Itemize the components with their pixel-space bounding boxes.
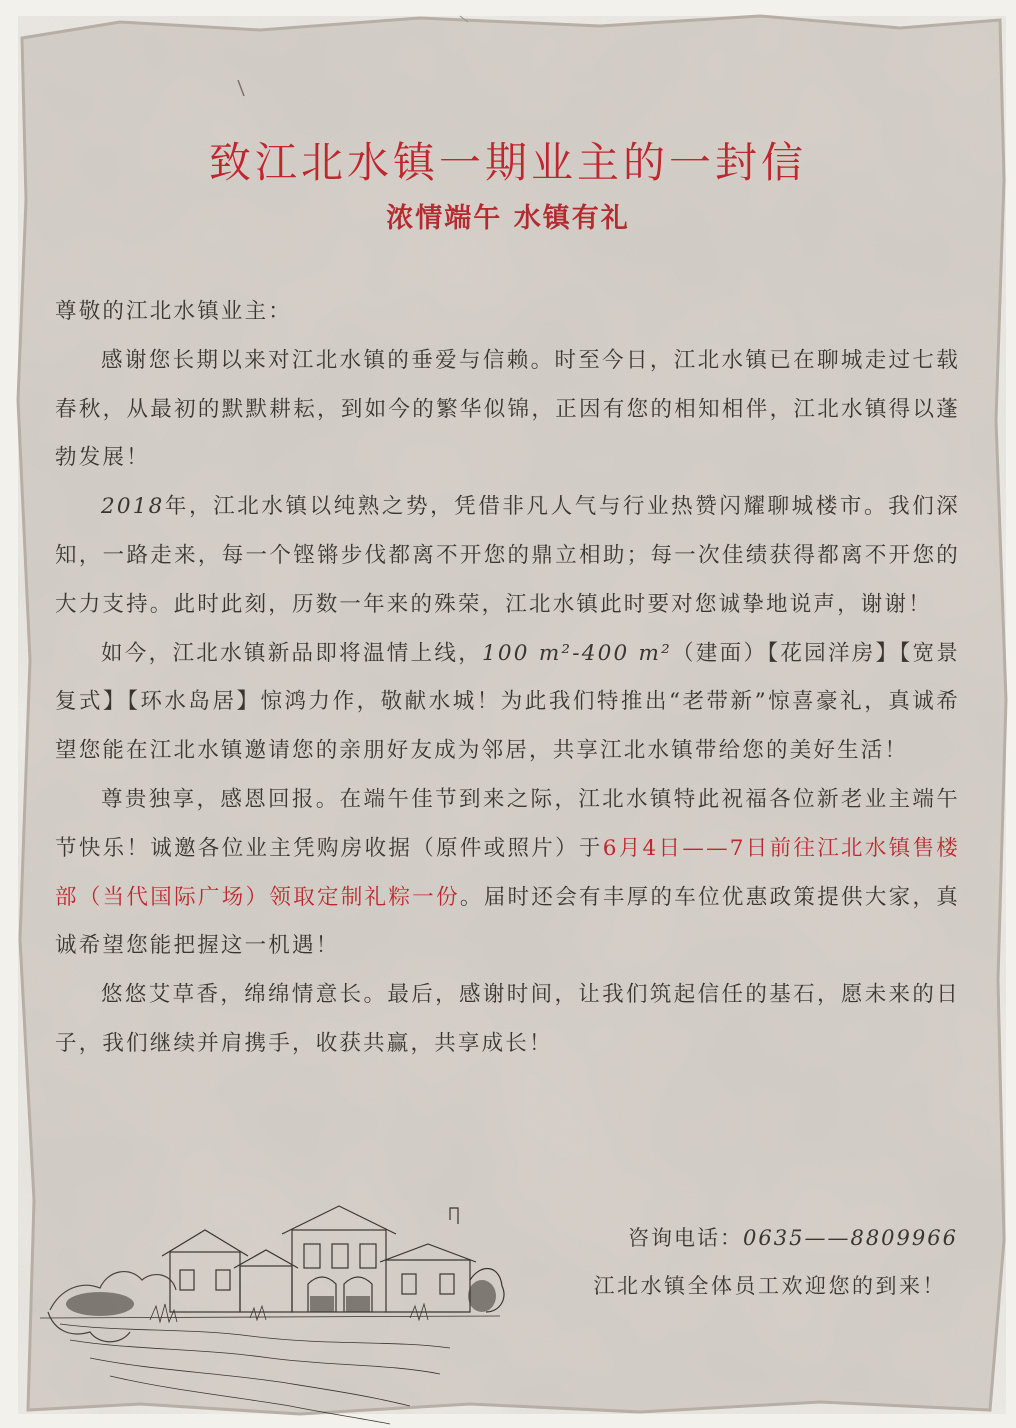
gift-highlight: 6月4日——7日前往江北水镇售楼部（当代国际广场）领取定制礼粽一份 [55,835,960,910]
paragraph-3-text: （建面）【花园洋房】【宽景复式】【环水岛居】惊鸿力作，敬献水城！为此我们特推出“老带新”惊喜豪礼，真诚希望您能在江北水镇邀请您的亲朋好友成为邻居，共享江北水镇带给您的美好生活！ [55,640,961,764]
letter-title: 致江北水镇一期业主的一封信 [208,138,807,187]
area-range: 100 m²-400 m² [482,640,672,666]
paragraph-4-lead: 尊贵独享，感恩回报。在端午佳节到来之际，江北水镇特此祝福各位新老业主端午节快乐！诚邀各位业主凭购房收据（原件或照片）于 [55,786,960,861]
paragraph-3 [55,630,960,776]
contact-label: 咨询电话： [628,1226,744,1250]
paragraph-1: 感谢您长期以来对江北水镇的垂爱与信赖。时至今日，江北水镇已在聊城走过七载春秋，从最初的默默耕耘，到如今的繁华似锦，正因有您的相知相伴，江北水镇得以蓬勃发展！ [55,347,960,471]
paragraph-2-text: 年，江北水镇以纯熟之势，凭借非凡人气与行业热赞闪耀聊城楼市。我们深知，一路走来，每一个铿锵步伐都离不开您的鼎立相助；每一次佳绩获得都离不开您的大力支持。此时此刻，历数一年来的殊荣，江北水镇此时要对您诚挚地说声，谢谢！ [55,494,960,617]
letter-body [55,288,960,1069]
contact-line [628,1222,958,1252]
letter-subtitle: 浓情端午 水镇有礼 [386,203,630,234]
year: 2018 [101,494,165,520]
paragraph-2 [55,483,960,629]
contact-phone: 0635——8809966 [743,1226,958,1250]
salutation: 尊敬的江北水镇业主： [55,299,293,324]
paragraph-5: 悠悠艾草香，绵绵情意长。最后，感谢时间，让我们筑起信任的基石，愿未来的日子，我们继续并肩携手，收获共赢，共享成长！ [55,982,960,1056]
villa-sketch-illustration [30,1200,510,1428]
closing-line: 江北水镇全体员工欢迎您的到来！ [593,1274,946,1298]
paragraph-3-lead: 如今，江北水镇新品即将温情上线， [101,640,483,666]
paragraph-4-text: 。届时还会有丰厚的车位优惠政策提供大家，真诚希望您能把握这一机遇！ [55,884,960,959]
paragraph-4 [55,776,960,971]
